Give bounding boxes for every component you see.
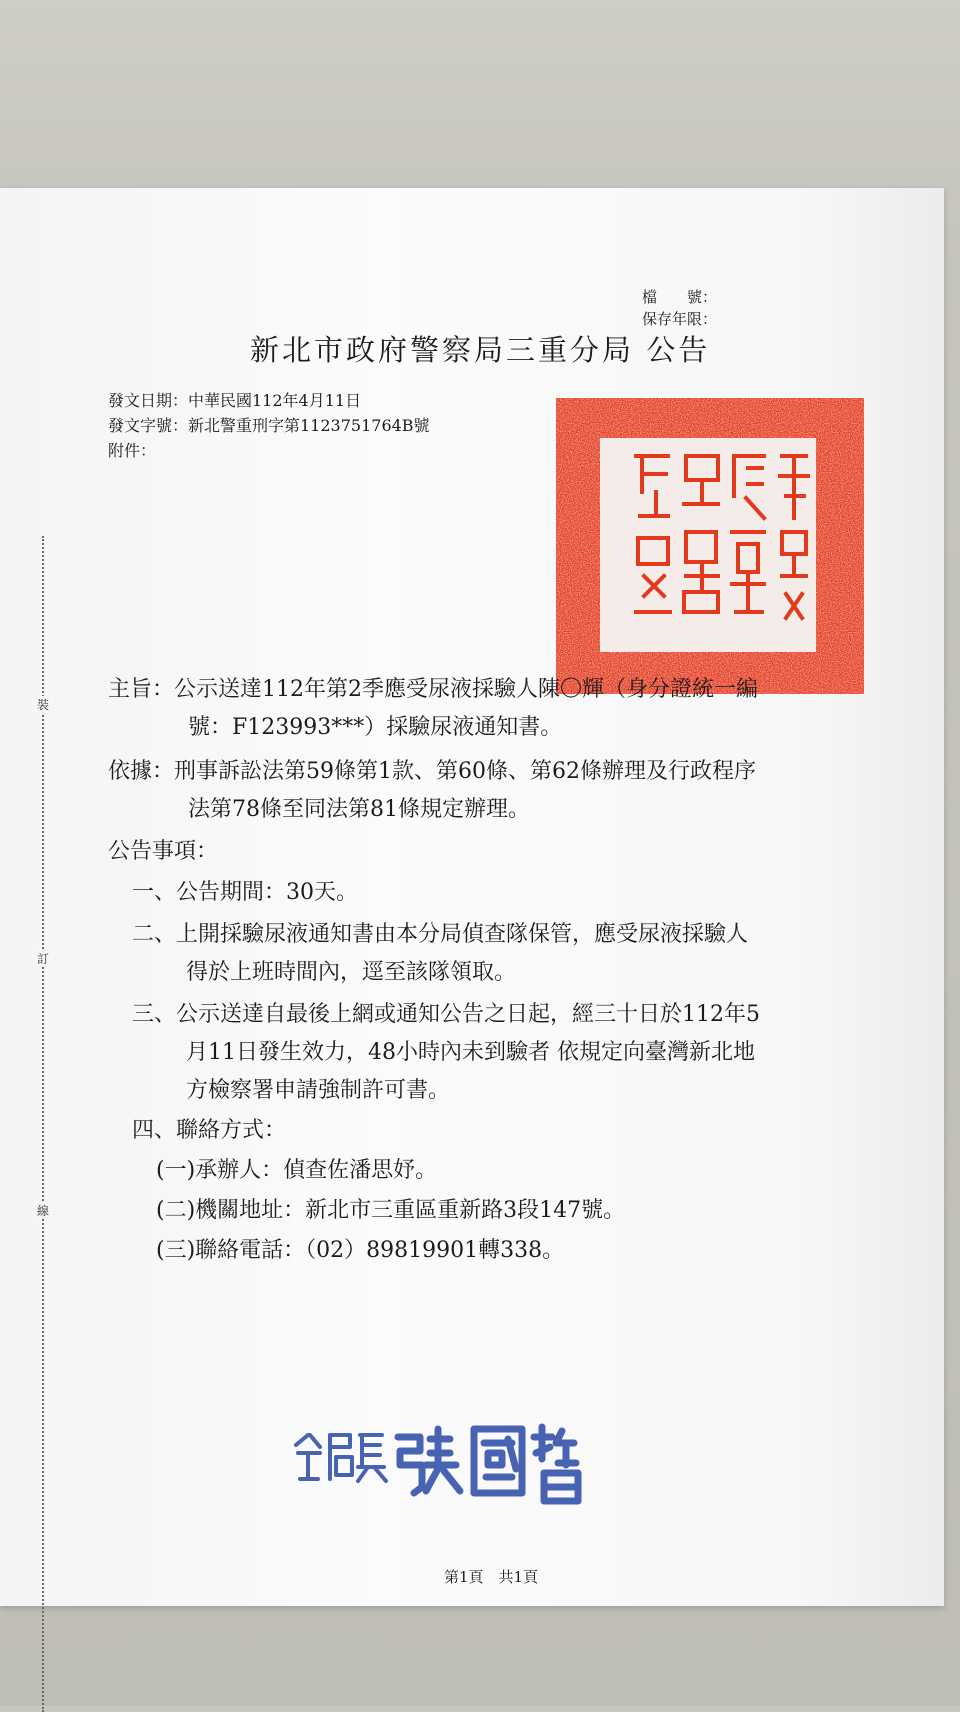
document-number: 發文字號：新北警重刑字第1123751764B號 [108,416,430,435]
file-number-label: 檔 號： [642,288,718,306]
document-meta [108,388,430,463]
binding-mark-xian: 線 [32,1202,54,1219]
contact-phone: (三)聯絡電話：（02）89819901轉338。 [156,1238,565,1263]
item-3-line-1: 三、公示送達自最後上網或通知公告之日起，經三十日於112年5 [132,1002,760,1027]
binding-mark-zhuang: 裝 [32,696,54,713]
page-number: 第1頁 共1頁 [444,1568,539,1586]
file-labels [642,286,717,330]
issue-date: 發文日期：中華民國112年4月11日 [108,391,362,410]
contact-address: (二)機關地址：新北市三重區重新路3段147號。 [156,1198,626,1223]
subject-line-2: 號：F123993***）採驗尿液通知書。 [188,715,563,740]
items-heading: 公告事項： [108,839,219,864]
chief-signature-stamp [290,1413,640,1523]
binding-mark-ding: 訂 [32,950,54,967]
item-2-line-2: 得於上班時間內，逕至該隊領取。 [186,960,517,985]
basis-line-2: 法第78條至同法第81條規定辦理。 [188,797,530,822]
item-2-line-1: 二、上開採驗尿液通知書由本分局偵查隊保管，應受尿液採驗人 [132,922,749,947]
item-3-line-2: 月11日發生效力，48小時內未到驗者 依規定向臺灣新北地 [186,1040,755,1065]
notice-document [0,188,944,1606]
attachment-label: 附件： [108,441,157,460]
item-4: 四、聯絡方式： [132,1118,287,1143]
item-3-line-3: 方檢察署申請強制許可書。 [186,1078,451,1103]
contact-handler: (一)承辦人：偵查佐潘思妤。 [156,1158,438,1183]
retention-label: 保存年限： [642,310,718,328]
item-1: 一、公告期間：30天。 [132,880,358,905]
official-seal [556,398,864,694]
basis-line-1: 依據：刑事訴訟法第59條第1款、第60條、第62條辦理及行政程序 [108,759,756,784]
document-title: 新北市政府警察局三重分局 公告 [250,333,711,367]
subject-line-1: 主旨：公示送達112年第2季應受尿液採驗人陳〇輝（身分證統一編 [108,677,758,702]
